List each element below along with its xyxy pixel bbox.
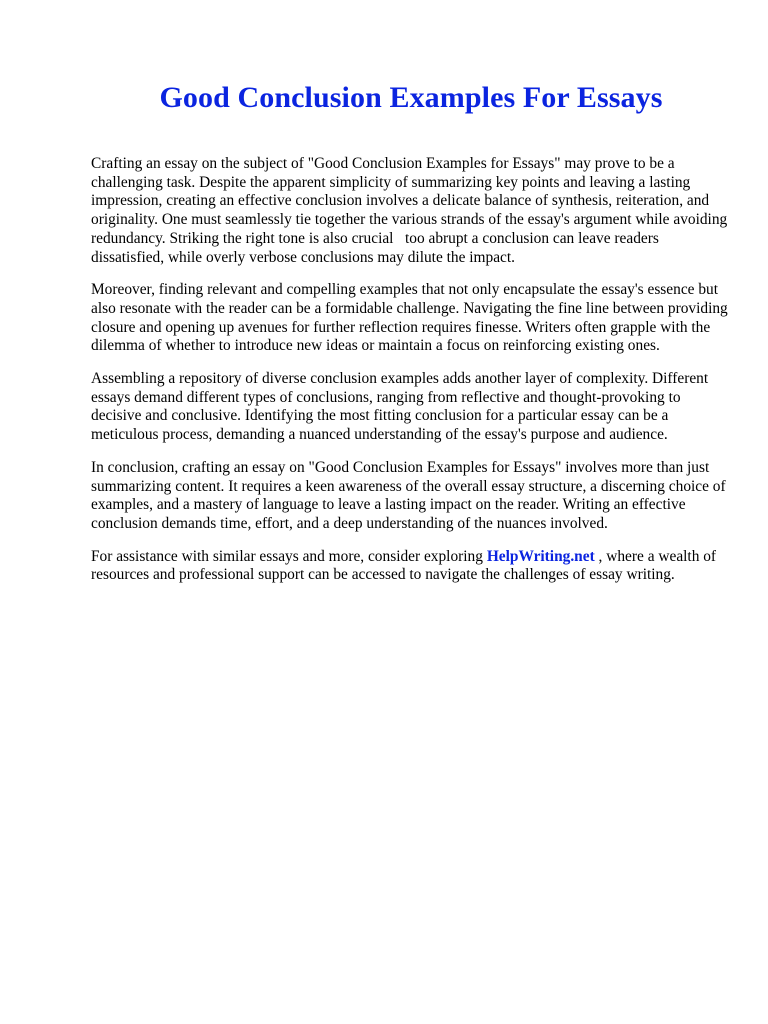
paragraph-repository: Assembling a repository of diverse conclusion examples adds another layer of complexity. Different essays demand different types of conclusions, ranging from reflective and thought-provoking to decisive and conclusive. Identifying the most fitting conclusion for a particular essay can be a meticulous process, demanding a nuanced understanding of the essay's purpose and audience. [91,370,709,444]
helpwriting-link[interactable]: HelpWriting.net [486,547,595,565]
paragraph-intro: Crafting an essay on the subject of "Good Conclusion Examples for Essays" may prove to be a challenging task. Despite the apparent simplicity of summarizing key points and leaving a lasting impression, creating an effective conclusion involves a delicate balance of synthesis, reiteration, and originality. One must seamlessly tie together the various strands of the essay's argument while avoiding redundancy. Striking the right tone is also crucial too abrupt a conclusion can leave readers dissatisfied, while overly verbose conclusions may dilute the impact. [91,155,728,266]
closing-text-after-link: , where a wealth of resources and professional support can be accessed to navigate the challenges of essay writing. [91,547,717,584]
paragraph-closing [91,548,731,585]
paragraph-examples: Moreover, finding relevant and compelling examples that not only encapsulate the essay's essence but also resonate with the reader can be a formidable challenge. Navigating the fine line between providing closure and opening up avenues for further reflection requires finesse. Writers often grapple with the dilemma of whether to introduce new ideas or maintain a focus on reinforcing existing ones. [91,281,728,355]
paragraph-conclusion: In conclusion, crafting an essay on "Good Conclusion Examples for Essays" involves more than just summarizing content. It requires a keen awareness of the overall essay structure, a discerning choice of examples, and a mastery of language to leave a lasting impact on the reader. Writing an effective conclusion demands time, effort, and a deep understanding of the nuances involved. [91,458,726,532]
closing-text-before-link: For assistance with similar essays and more, consider exploring [91,547,487,565]
document-title: Good Conclusion Examples For Essays [159,81,663,114]
document-page [91,78,731,599]
